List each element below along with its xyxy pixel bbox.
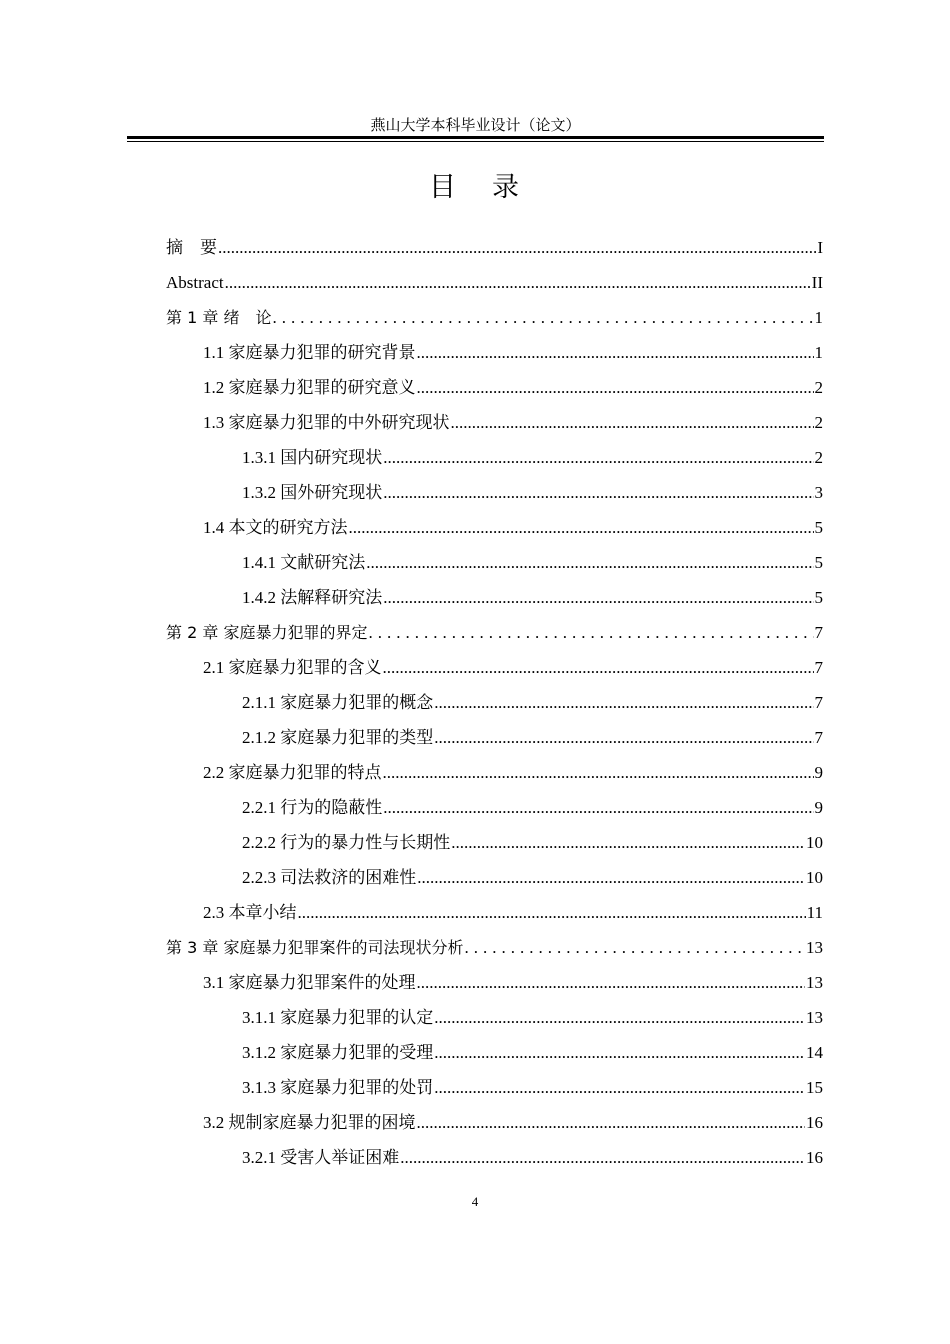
toc-entry-page: 1: [814, 308, 823, 327]
toc-entry-page: 16: [806, 1148, 823, 1167]
toc-entry-page: 13: [806, 973, 823, 992]
toc-entry-page: 15: [806, 1078, 823, 1097]
toc-entry-label: 3.1.1 家庭暴力犯罪的认定: [242, 1008, 434, 1027]
toc-entry-page: 5: [814, 588, 823, 607]
toc-entry-page: 13: [806, 1008, 823, 1027]
toc-chapter-entry[interactable]: [166, 615, 823, 650]
toc-entry-page: 7: [814, 728, 823, 747]
toc-chapter-entry[interactable]: [166, 300, 823, 335]
toc-entry-page: 3: [814, 483, 823, 502]
toc-entry[interactable]: [166, 965, 823, 1000]
toc-entry[interactable]: [166, 755, 823, 790]
toc-entry[interactable]: [166, 545, 823, 580]
toc-dot-leader: [400, 1140, 805, 1175]
toc-entry-label: 1.3.2 国外研究现状: [242, 483, 383, 502]
toc-entry[interactable]: [166, 230, 823, 265]
toc-entry-page: 2: [814, 448, 823, 467]
toc-entry[interactable]: [166, 860, 823, 895]
toc-dot-leader: [464, 930, 805, 965]
toc-entry[interactable]: [166, 475, 823, 510]
toc-dot-leader: [272, 300, 813, 335]
toc-entry-label: 1.1 家庭暴力犯罪的研究背景: [203, 343, 416, 362]
toc-entry-label: Abstract: [166, 273, 224, 292]
toc-entry[interactable]: [166, 1035, 823, 1070]
toc-entry-page: 7: [814, 658, 823, 677]
toc-entry[interactable]: [166, 790, 823, 825]
toc-entry-page: II: [811, 273, 823, 292]
toc-entry-page: 9: [814, 798, 823, 817]
toc-entry-page: 13: [806, 938, 823, 957]
toc-entry-label: 1.4.1 文献研究法: [242, 553, 366, 572]
page-header: 燕山大学本科毕业设计（论文）: [370, 118, 581, 134]
toc-entry-label: 2.1 家庭暴力犯罪的含义: [203, 658, 382, 677]
toc-entry-page: I: [817, 238, 823, 257]
toc-entry-page: 5: [814, 553, 823, 572]
toc-entry[interactable]: [166, 685, 823, 720]
page-number: 4: [471, 1194, 479, 1209]
toc-entry[interactable]: [166, 335, 823, 370]
toc-dot-leader: [434, 720, 813, 755]
toc-entry-label: 2.3 本章小结: [203, 903, 297, 922]
toc-entry-page: 14: [806, 1043, 823, 1062]
toc-entry-page: 2: [814, 413, 823, 432]
toc-entry[interactable]: [166, 265, 823, 300]
toc-dot-leader: [383, 755, 814, 790]
toc-title-char-2: 录: [492, 172, 521, 203]
toc-entry-page: 9: [814, 763, 823, 782]
toc-entry-page: 1: [814, 343, 823, 362]
toc-entry[interactable]: [166, 895, 823, 930]
toc-entry-page: 11: [806, 903, 823, 922]
toc-dot-leader: [417, 1105, 806, 1140]
toc-dot-leader: [366, 545, 813, 580]
toc-entry-label: 3.1 家庭暴力犯罪案件的处理: [203, 973, 416, 992]
toc-entry[interactable]: [166, 825, 823, 860]
toc-entry-label: 3.1.2 家庭暴力犯罪的受理: [242, 1043, 434, 1062]
header-rule-thick: [127, 136, 824, 139]
toc-entry[interactable]: [166, 1000, 823, 1035]
toc-entry[interactable]: [166, 1140, 823, 1175]
header-rule-thin: [127, 141, 824, 142]
toc-entry[interactable]: [166, 1105, 823, 1140]
toc-entry-page: 5: [814, 518, 823, 537]
toc-entry-page: 10: [806, 833, 823, 852]
toc-entry-page: 16: [806, 1113, 823, 1132]
toc-entry-label: 2.1.2 家庭暴力犯罪的类型: [242, 728, 434, 747]
toc-entry-label: 2.2.3 司法救济的困难性: [242, 868, 417, 887]
toc-entry-label: 2.2.2 行为的暴力性与长期性: [242, 833, 451, 852]
toc-entry[interactable]: [166, 580, 823, 615]
toc-dot-leader: [218, 230, 816, 265]
toc-dot-leader: [383, 650, 814, 685]
toc-entry-label: 第 2 章 家庭暴力犯罪的界定: [166, 623, 368, 642]
toc-dot-leader: [434, 1000, 805, 1035]
toc-dot-leader: [417, 965, 806, 1000]
table-of-contents: [166, 230, 823, 1175]
toc-dot-leader: [451, 825, 805, 860]
toc-dot-leader: [417, 370, 814, 405]
toc-entry[interactable]: [166, 650, 823, 685]
toc-dot-leader: [417, 860, 805, 895]
toc-dot-leader: [383, 580, 813, 615]
toc-entry-label: 第 3 章 家庭暴力犯罪案件的司法现状分析: [166, 938, 464, 957]
toc-chapter-entry[interactable]: [166, 930, 823, 965]
toc-entry-page: 7: [814, 693, 823, 712]
toc-dot-leader: [417, 335, 814, 370]
toc-title-char-1: 目: [429, 172, 458, 203]
toc-entry[interactable]: [166, 405, 823, 440]
toc-entry-label: 2.1.1 家庭暴力犯罪的概念: [242, 693, 434, 712]
toc-dot-leader: [434, 1035, 805, 1070]
toc-entry-label: 2.2 家庭暴力犯罪的特点: [203, 763, 382, 782]
toc-entry-label: 第 1 章 绪 论: [166, 308, 272, 327]
toc-title: [0, 170, 950, 206]
toc-dot-leader: [349, 510, 814, 545]
toc-dot-leader: [434, 685, 813, 720]
toc-entry[interactable]: [166, 510, 823, 545]
toc-entry-label: 3.1.3 家庭暴力犯罪的处罚: [242, 1078, 434, 1097]
toc-entry-label: 1.4 本文的研究方法: [203, 518, 348, 537]
toc-entry-label: 1.3 家庭暴力犯罪的中外研究现状: [203, 413, 450, 432]
toc-entry-label: 1.2 家庭暴力犯罪的研究意义: [203, 378, 416, 397]
toc-entry-page: 2: [814, 378, 823, 397]
toc-dot-leader: [368, 615, 813, 650]
toc-dot-leader: [225, 265, 811, 300]
toc-dot-leader: [451, 405, 814, 440]
toc-entry-label: 2.2.1 行为的隐蔽性: [242, 798, 383, 817]
toc-dot-leader: [383, 475, 813, 510]
toc-entry[interactable]: [166, 440, 823, 475]
toc-dot-leader: [434, 1070, 805, 1105]
toc-entry[interactable]: [166, 370, 823, 405]
toc-entry-label: 3.2.1 受害人举证困难: [242, 1148, 400, 1167]
toc-entry-label: 摘 要: [166, 238, 217, 257]
toc-dot-leader: [298, 895, 806, 930]
toc-entry-label: 1.4.2 法解释研究法: [242, 588, 383, 607]
toc-entry-page: 7: [814, 623, 823, 642]
toc-entry[interactable]: [166, 720, 823, 755]
toc-entry-page: 10: [806, 868, 823, 887]
toc-entry-label: 3.2 规制家庭暴力犯罪的困境: [203, 1113, 416, 1132]
toc-entry-label: 1.3.1 国内研究现状: [242, 448, 383, 467]
toc-dot-leader: [383, 440, 813, 475]
toc-entry[interactable]: [166, 1070, 823, 1105]
toc-dot-leader: [383, 790, 813, 825]
